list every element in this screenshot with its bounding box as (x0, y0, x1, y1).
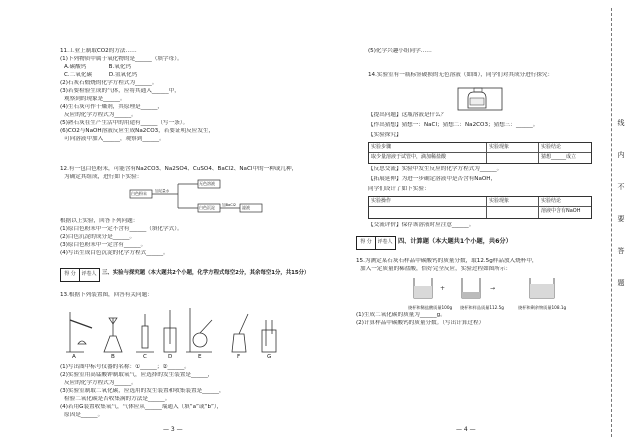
q15-line: (2)计算样品中碳酸钙的质量分数。（写出计算过程） (356, 320, 485, 326)
table-header: 实验操作 (369, 197, 487, 207)
q11-line: (4)生石灰可作干燥剂，其原理是______， (60, 104, 164, 110)
q12-intro-2: 为确定其组成，进行如下实验： (64, 174, 143, 180)
q15-line: (1)生成二氧化碳的质量为______g。 (356, 312, 446, 318)
q11-line: (1)下列物质中属于氧化物的是______（填字母）。 (60, 56, 183, 62)
svg-text:+: + (440, 285, 446, 292)
section4-score-box (356, 236, 396, 250)
q11-line: (5)熟石灰在生产生活中的用途有______（写一条）。 (60, 120, 189, 126)
table-header: 实验现象 (487, 197, 539, 207)
q11-line: (3)若要检验生成的气体，应将其通入______中， (60, 88, 180, 94)
q14-line: 【实验探究】 (368, 132, 402, 138)
binding-dashed-line (611, 8, 612, 437)
q14-top: (5)化学兴趣小组同学…… (368, 48, 432, 54)
section3-title: 三、实验与探究题（本大题共2个小题，化学方程式每空2分，其余每空1分，共15分） (102, 270, 310, 276)
apparatus-label: A (72, 354, 76, 360)
q13-line: 检验二氧化碳是否收集满的方法是______。 (64, 396, 171, 402)
table-cell (369, 207, 487, 218)
q11-line: (6)CO2与NaOH溶液反应生成Na2CO3，若要证明反应发生， (60, 128, 215, 134)
q13-intro: 13.根据下列装置图，回答有关问题： (60, 292, 153, 298)
q11-line: A.碳酸钙 B.氧化钙 (64, 64, 132, 70)
q11-line: 观察到的现象是______。 (64, 96, 126, 102)
table-cell (487, 153, 539, 162)
flow-step2: 加BaCl2 (222, 203, 237, 207)
q13-line: (1)写出图中标号仪器的名称：①______；②______。 (60, 364, 190, 370)
score-label: 得 分 (357, 237, 376, 249)
binding-char: 题 (617, 279, 625, 287)
q14-line: 【拓展延伸】为进一步确定溶液中是否含有NaOH， (368, 176, 497, 182)
binding-char: 不 (617, 183, 625, 191)
binding-margin (606, 0, 630, 445)
q12-intro: 12.有一包白色粉末，可能含有Na2CO3、Na2SO4、CuSO4、BaCl2、NaCl中的一种或几种， (60, 166, 298, 172)
section4-title: 四、计算题（本大题共1个小题，共6分） (398, 238, 512, 245)
grader-label: 评卷人 (81, 271, 97, 278)
table-cell: 猜想______成立 (541, 154, 577, 161)
q13-line: (2)实验室用高锰酸钾制取氧气，应选择的发生装置是______， (60, 372, 214, 378)
q14-line: 【提出问题】这瓶溶液是什么？ (368, 112, 447, 118)
q11-intro: 11.工业上制取CO2的方法…… (60, 48, 137, 54)
q12-line: (1)原白色粉末中一定不含有______（填化学式）。 (60, 226, 183, 232)
flow-start: 白色粉末 (131, 191, 147, 196)
binding-char: 答 (617, 247, 625, 255)
left-page (0, 0, 310, 445)
binding-char: 内 (617, 151, 625, 159)
q13-line: 反应的化学方程式为______。 (64, 380, 137, 386)
q14-line: 【作出猜想】猜想一：NaCl；猜想二：Na2CO3；猜想三：______。 (368, 122, 539, 128)
q14-last: 【交流评价】保存该溶液时应注意______。 (368, 222, 475, 228)
flow-result2: 白色沉淀 (199, 205, 215, 210)
table-cell (487, 207, 539, 218)
flow-step1: 加足量水 (155, 189, 170, 193)
apparatus-label: D (168, 354, 173, 360)
table-header: 实验结论 (539, 197, 591, 207)
apparatus-label: C (143, 354, 147, 360)
table-header: 实验步骤 (369, 143, 487, 153)
page-number-right: — 4 — (456, 426, 476, 433)
apparatus-label: F (237, 354, 241, 360)
beaker-label: 烧杯和样品质量112.5g (460, 305, 504, 310)
q14-line: 【反思交流】实验中发生反应的化学方程式为______。 (368, 166, 503, 172)
q12-line: (4)写出生成白色沉淀的化学方程式______。 (60, 250, 169, 256)
table-cell: 溶液中含有NaOH (541, 208, 581, 215)
apparatus-label: E (198, 354, 202, 360)
binding-char: 要 (617, 215, 625, 223)
q11-line: C.二氧化碳 D.氢氧化钙 (64, 72, 138, 78)
q13-line: 原因是______。 (64, 412, 104, 418)
q13-line: (3)实验室制取二氧化碳，应选用的发生装置和收集装置是______， (60, 388, 225, 394)
apparatus-label: G (267, 354, 272, 360)
beaker-label: 烧杯和稀盐酸质量100g (408, 305, 453, 310)
q15-intro: 15.为测定某石灰石样品中碳酸钙的质量分数，取12.5g样品放入烧杯中， (356, 258, 538, 264)
apparatus-label: B (111, 354, 115, 360)
flow-result3: 滤液 (242, 205, 250, 210)
page-number-left: — 3 — (163, 426, 183, 433)
q12-line: (2)白色沉淀的成分是______。 (60, 234, 136, 240)
svg-text:→: → (490, 285, 496, 292)
table-header: 实验结论 (539, 143, 591, 153)
beaker-label: 烧杯和剩余物质量108.1g (518, 305, 567, 310)
right-page (300, 0, 606, 445)
q14-table-1 (368, 142, 592, 164)
q11-line: 反应的化学方程式为______。 (64, 112, 137, 118)
table-cell: 取少量溶液于试管中，滴加稀盐酸 (369, 153, 487, 162)
q12-line: (3)原白色粉末中一定含有______。 (60, 242, 147, 248)
score-label: 得 分 (61, 269, 80, 281)
q14-line: 同学们设计了如下实验： (368, 186, 430, 192)
section3-score-box (60, 268, 100, 282)
q13-line: (4)若用G装置收集氧气，气体应从______端通入（填“a”或“b”）， (60, 404, 223, 410)
q15-intro-2: 加入一定质量的稀盐酸，恰好完全反应，实验过程如图所示： (360, 266, 512, 272)
table-header: 实验现象 (487, 143, 539, 153)
q12-line: 根据以上实验，回答下列问题： (60, 218, 139, 224)
binding-char: 线 (617, 119, 625, 127)
q14-intro: 14.实验室有一瓶标签破损的无色溶液（如图），同学们对其成分进行探究： (368, 72, 554, 78)
grader-label: 评卷人 (377, 239, 393, 246)
q11-line: 可向溶液中加入______，观察到______。 (64, 136, 165, 142)
flow-result1: 无色溶液 (199, 181, 215, 186)
q11-line: (2)石灰石煅烧的化学方程式为______。 (60, 80, 158, 86)
q14-table-2 (368, 196, 592, 219)
